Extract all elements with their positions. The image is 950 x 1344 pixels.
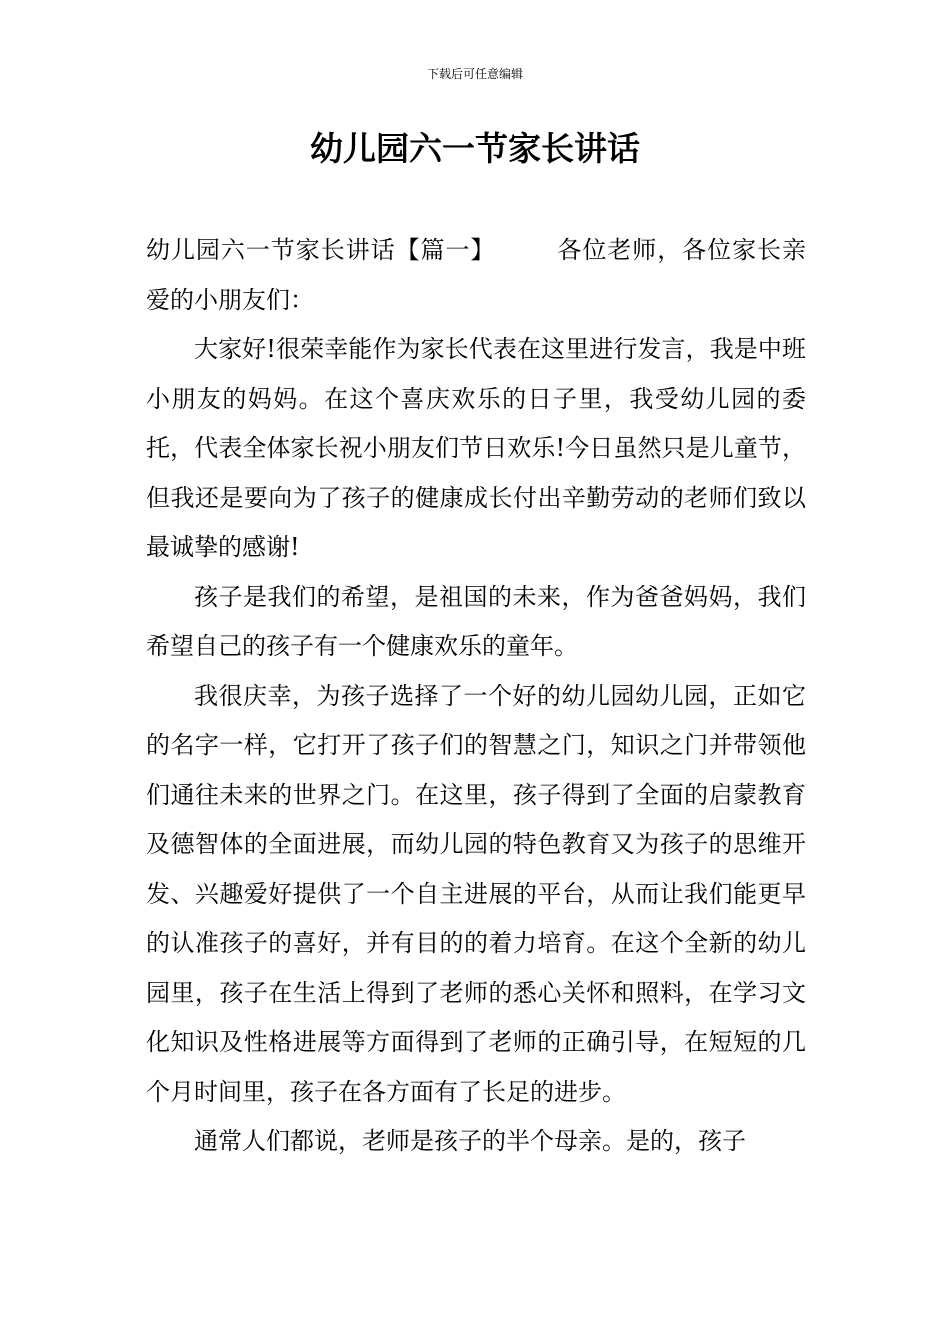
body-paragraph: 孩子是我们的希望，是祖国的未来，作为爸爸妈妈，我们希望自己的孩子有一个健康欢乐的童年。 [146,582,806,660]
body-paragraph: 大家好!很荣幸能作为家长代表在这里进行发言，我是中班小朋友的妈妈。在这个喜庆欢乐的日子里，我受幼儿园的委托，代表全体家长祝小朋友们节日欢乐!今日虽然只是儿童节，但我还是要向为了孩子的健康成长付出辛勤劳动的老师们致以最诚挚的感谢! [146,335,806,561]
greeting-text: 各位老师，各位家长亲爱的小朋友们： [146,236,806,314]
section-heading: 幼儿园六一节家长讲话【篇一】 [146,236,496,264]
body-paragraph: 通常人们都说，老师是孩子的半个母亲。是的，孩子 [194,1127,746,1155]
document-title: 幼儿园六一节家长讲话 [310,129,640,168]
body-paragraph: 我很庆幸，为孩子选择了一个好的幼儿园幼儿园，正如它的名字一样，它打开了孩子们的智慧之门，知识之门并带领他们通往未来的世界之门。在这里，孩子得到了全面的启蒙教育及德智体的全面进展，而幼儿园的特色教育又为孩子的思维开发、兴趣爱好提供了一个自主进展的平台，从而让我们能更早的认准孩子的喜好，并有目的的着力培育。在这个全新的幼儿园里，孩子在生活上得到了老师的悉心关怀和照料，在学习文化知识及性格进展等方面得到了老师的正确引导，在短短的几个月时间里，孩子在各方面有了长足的进步。 [146,681,806,1106]
header-note: 下载后可任意编辑 [426,67,523,81]
document-body [146,226,806,1167]
intro-paragraph [146,226,806,325]
